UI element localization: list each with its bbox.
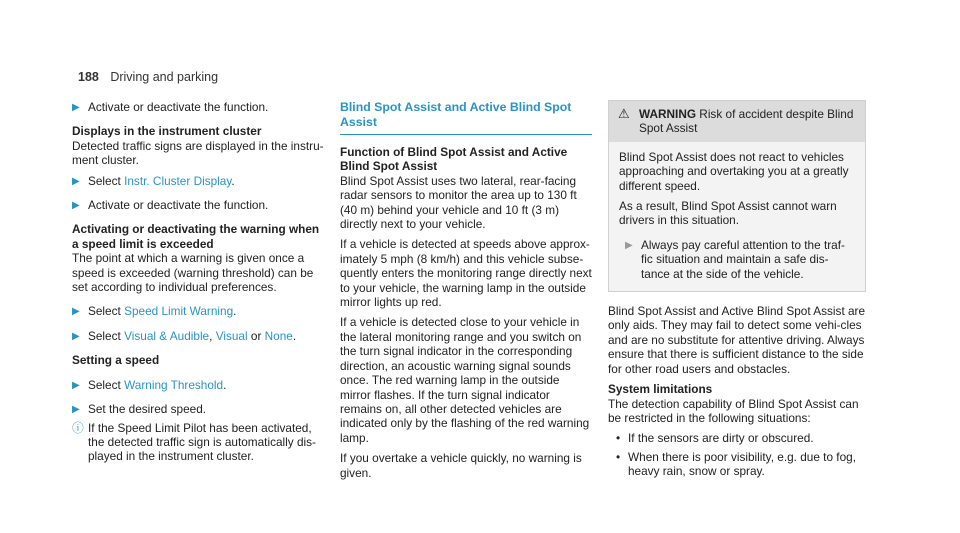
page-header	[78, 70, 218, 84]
paragraph: If a vehicle is detected close to your vehicle in the lateral monitoring range and you switch on the turn signal indicator in the corresponding direction, an acoustic warning signal sounds once. The red warning lamp in the outside mirror flashes. If the turn signal indicator remains on, all other detected vehicles are indicated only by the flashing of the red warning lamp.	[340, 315, 590, 445]
step-item	[72, 174, 324, 188]
warning-icon: ⚠	[618, 106, 630, 121]
column-right	[608, 100, 866, 483]
list-item: • When there is poor visibility, e.g. due to fog, heavy rain, snow or spray.	[608, 450, 866, 479]
arrow-icon: ▶	[72, 379, 80, 391]
paragraph: As a result, Blind Spot Assist cannot warn drivers in this situation.	[619, 199, 837, 228]
menu-link-speed-limit-warning[interactable]: Speed Limit Warning	[124, 304, 234, 319]
paragraph: Blind Spot Assist and Active Blind Spot Assist are only aids. They may fail to detect some vehi-cles and are no substitute for attentive driving. Always ensure that there is sufficient distance to the side for other road users and obstacles.	[608, 304, 866, 376]
note-text: If the Speed Limit Pilot has been activated, the detected traffic sign is automatically dis-played in the instrument cluster.	[88, 420, 316, 464]
step-item	[72, 100, 324, 114]
arrow-icon: ▶	[72, 306, 80, 318]
step-item	[625, 238, 855, 281]
arrow-icon: ▶	[72, 330, 80, 342]
menu-link-none[interactable]: None	[264, 328, 293, 343]
step-text: Activate or deactivate the function.	[88, 100, 269, 114]
step-text: Activate or deactivate the function.	[88, 198, 269, 213]
step-text: Select	[88, 377, 125, 392]
arrow-icon: ▶	[72, 404, 80, 416]
paragraph: The detection capability of Blind Spot Assist can be restricted in the following situations:	[608, 396, 859, 425]
warning-body	[609, 142, 865, 291]
warning-title: Risk of accident despite Blind Spot Assist	[639, 107, 854, 136]
step-item	[72, 304, 324, 318]
arrow-icon: ▶	[72, 102, 80, 113]
paragraph: Blind Spot Assist uses two lateral, rear-facing radar sensors to monitor the area up to 130 ft (40 m) behind your vehicle and 10 ft (3 m) directly next to your vehicle.	[340, 173, 577, 232]
step-text: Select	[88, 304, 125, 319]
list-item: • If the sensors are dirty or obscured.	[608, 431, 866, 445]
paragraph: The point at which a warning is given once a speed is exceeded (warning threshold) can be set according to individual preferences.	[72, 251, 314, 295]
step-text: Select	[88, 173, 125, 188]
menu-link-visual-audible[interactable]: Visual & Audible	[124, 328, 210, 343]
heading-display: Displays in the instrument cluster	[72, 124, 262, 139]
warning-box	[608, 100, 866, 292]
menu-link-instr-cluster-display[interactable]: Instr. Cluster Display	[124, 173, 232, 188]
punct: .	[233, 304, 237, 319]
section-title: Driving and parking	[110, 70, 219, 84]
info-note	[72, 421, 324, 464]
heading-system-limitations: System limitations	[608, 382, 713, 397]
step-item	[72, 378, 324, 392]
paragraph: If a vehicle is detected at speeds above approx-imately 5 mph (8 km/h) and this vehicle subse-quently enters the monitoring range directly next to your vehicle, the warning lamp in the outside mirror lights up red.	[340, 237, 592, 310]
step-item	[72, 329, 324, 343]
warning-label: WARNING	[639, 107, 697, 121]
menu-link-visual[interactable]: Visual	[215, 328, 248, 343]
step-text: Select	[88, 328, 125, 343]
column-left	[72, 100, 324, 474]
paragraph: If you overtake a vehicle quickly, no warning is given.	[340, 451, 582, 480]
arrow-icon: ▶	[625, 239, 633, 251]
punct: ,	[209, 328, 216, 343]
warning-header	[609, 101, 865, 142]
heading-setting-speed: Setting a speed	[72, 353, 160, 368]
arrow-icon: ▶	[72, 175, 80, 187]
punct: .	[223, 377, 227, 392]
punct: .	[292, 328, 297, 343]
heading-function: Function of Blind Spot Assist and Active Blind Spot Assist	[340, 145, 568, 174]
paragraph: Detected traffic signs are displayed in the instru-ment cluster.	[72, 138, 324, 168]
arrow-icon: ▶	[72, 200, 80, 212]
page-number: 188	[78, 70, 99, 84]
step-text: Set the desired speed.	[88, 402, 207, 417]
heading-warning-threshold: Activating or deactivating the warning when a speed limit is exceeded	[72, 222, 320, 251]
menu-link-warning-threshold[interactable]: Warning Threshold	[124, 377, 224, 392]
info-icon: ⓘ	[72, 420, 84, 435]
column-middle	[340, 100, 592, 486]
step-text: or	[247, 328, 265, 343]
step-item	[72, 402, 324, 416]
section-heading: Blind Spot Assist and Active Blind Spot Assist	[340, 100, 592, 135]
step-text: Always pay careful attention to the traf-fic situation and maintain a safe dis-tance at the side of the vehicle.	[641, 237, 845, 281]
limitations-list	[608, 431, 866, 478]
punct: .	[231, 173, 235, 188]
paragraph: Blind Spot Assist does not react to vehicles approaching and overtaking you at a greatly different speed.	[619, 149, 849, 193]
step-item	[72, 198, 324, 212]
